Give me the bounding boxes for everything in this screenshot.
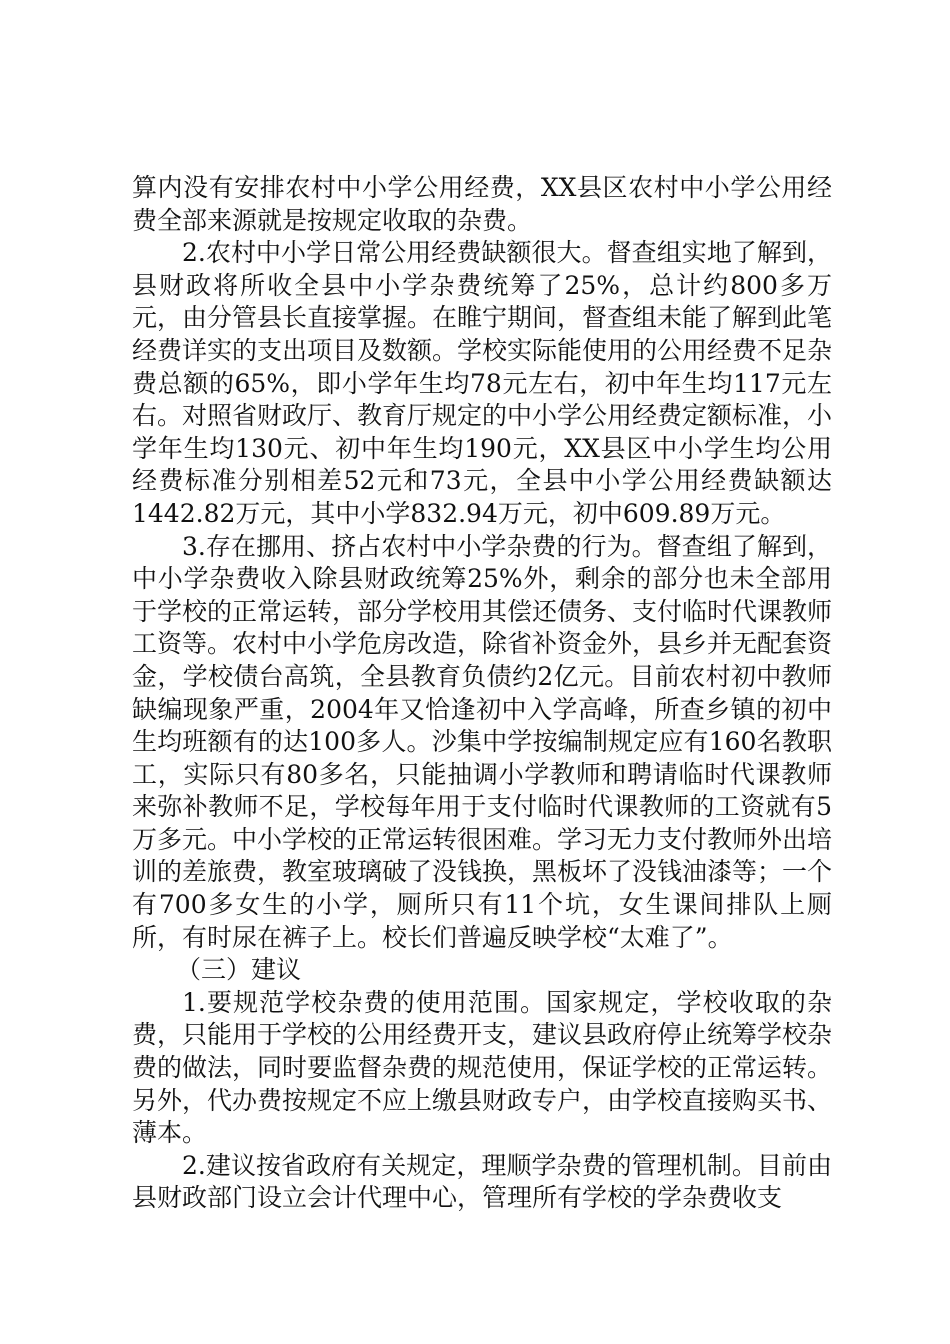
paragraph-suggestion-2: 2.建议按省政府有关规定，理顺学杂费的管理机制。目前由县财政部门设立会计代理中心，管理所有学校的学杂费收支 bbox=[132, 1150, 832, 1213]
paragraph-item-2: 2.农村中小学日常公用经费缺额很大。督查组实地了解到，县财政将所收全县中小学杂费统筹了25%，总计约800多万元，由分管县长直接掌握。在睢宁期间，督查组未能了解到此笔经费详实的支出项目及数额。学校实际能使用的公用经费不足杂费总额的65%，即小学年生均78元左右，初中年生均117元左右。对照省财政厅、教育厅规定的中小学公用经费定额标准，小学年生均130元、初中年生均190元，XX县区中小学生均公用经费标准分别相差52元和73元，全县中小学公用经费缺额达1442.82万元，其中小学832.94万元，初中609.89万元。 bbox=[132, 238, 833, 528]
paragraph-suggestion-1: 1.要规范学校杂费的使用范围。国家规定，学校收取的杂费，只能用于学校的公用经费开支，建议县政府停止统筹学校杂费的做法，同时要监督杂费的规范使用，保证学校的正常运转。另外，代办费按规定不应上缴县财政专户，由学校直接购买书、薄本。 bbox=[132, 987, 833, 1148]
section-heading-suggestions: （三）建议 bbox=[176, 955, 302, 985]
paragraph-item-3: 3.存在挪用、挤占农村中小学杂费的行为。督查组了解到，中小学杂费收入除县财政统筹25%外，剩余的部分也未全部用于学校的正常运转，部分学校用其偿还债务、支付临时代课教师工资等。农村中小学危房改造，除省补资金外，县乡并无配套资金，学校债台高筑，全县教育负债约2亿元。目前农村初中教师缺编现象严重，2004年又恰逢初中入学高峰，所查乡镇的初中生均班额有的达100多人。沙集中学按编制规定应有160名教职工，实际只有80多名，只能抽调小学教师和聘请临时代课教师来弥补教师不足，学校每年用于支付临时代课教师的工资就有5万多元。中小学校的正常运转很困难。学习无力支付教师外出培训的差旅费，教室玻璃破了没钱换，黑板坏了没钱油漆等；一个有700多女生的小学，厕所只有11个坑，女生课间排队上厕所，有时尿在裤子上。校长们普遍反映学校“太难了”。 bbox=[132, 531, 833, 952]
document-body bbox=[132, 172, 832, 1215]
paragraph-continuation: 算内没有安排农村中小学公用经费，XX县区农村中小学公用经费全部来源就是按规定收取的杂费。 bbox=[132, 173, 832, 235]
